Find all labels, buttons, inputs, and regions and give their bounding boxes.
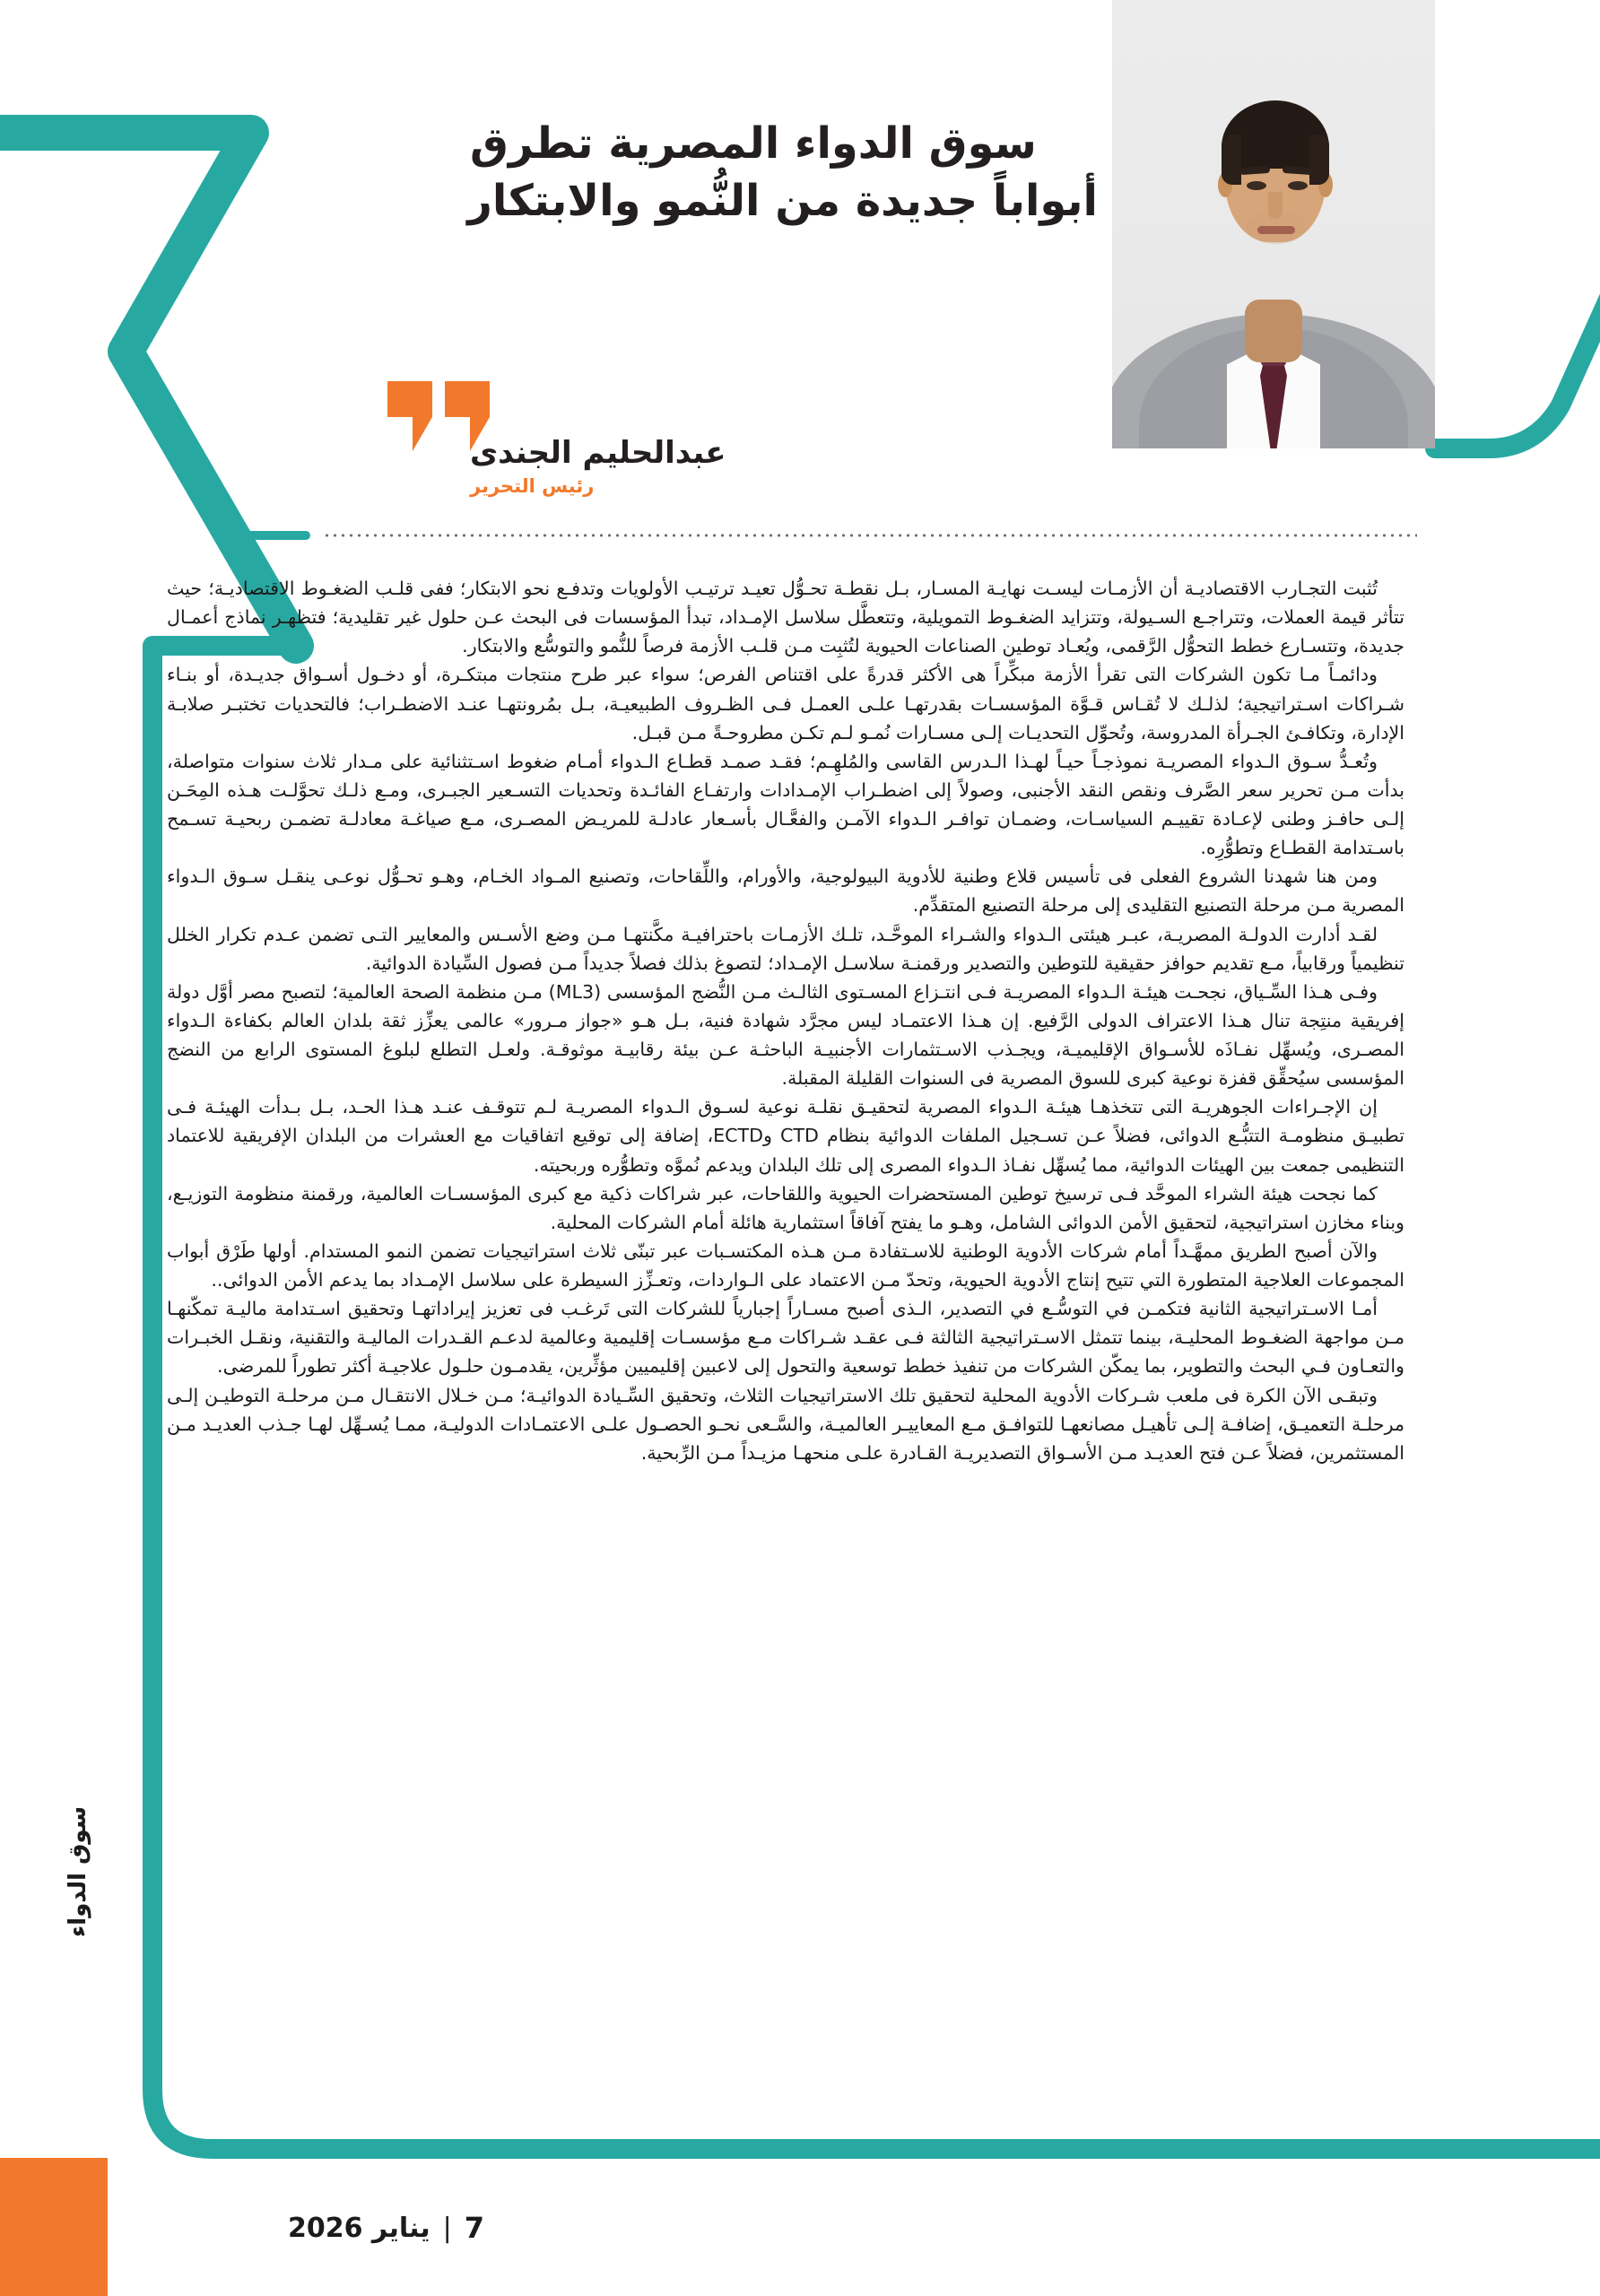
body-paragraph: ودائمـاً مـا تكون الشركات التى تقرأ الأزمة مبكِّراً هى الأكثر قدرةً على اقتناص الفرص؛ سواء عبر طرح منتجات مبتكـرة، أو دخـول أسـواق جديـدة، أو بنـاء شـراكات اسـتراتيجية؛ لذلـك لا تُقـاس قـوَّة المؤسسـات بقدرتهـا علـى العمـل فـى الظـروف الطبيعيـة، بـل بمُرونتهـا عنـد الاضطـراب؛ فالتحديات تختبـر صلابـة الإدارة، وتكافـئ الجـرأة المدروسة، وتُحوِّل التحديـات إلـى مسـارات نُمـو لـم تكـن مطروحـةً مـن قبـل. [167, 664, 1404, 744]
body-paragraph: وتُعـدُّ سـوق الـدواء المصريـة نموذجـاً حيـاً لهـذا الـدرس القاسى والمُلهِـم؛ فقـد صمـد قطـاع الـدواء أمـام ضغوط اسـتثنائية على مـدار ثلاث سنوات متواصلة، بدأت مـن تحرير سعر الصَّرف ونقص النقد الأجنبى، وصولاً إلى اضطـراب الإمـدادات وارتفـاع الفائـدة وتحديات التسـعير الجبـرى، ومـع ذلـك تحوَّلـت هـذه المِحَـن إلـى حافـز وطنى لإعـادة تقييـم السياسـات، وضمـان توافـر الـدواء الآمـن والفعَّـال بأسـعار عادلـة للمريـض المصـرى، مـع صياغـة معادلـة تضمـن ربحيـة تسـمح باسـتدامة القطـاع وتطوُّرِه. [167, 750, 1404, 859]
body-paragraph: تُثبت التجـارب الاقتصاديـة أن الأزمـات ليسـت نهايـة المسـار، بـل نقطـة تحـوُّل تعيـد ترتيـب الأولويات وتدفـع نحو الابتكار؛ ففى قلـب الضغـوط الاقتصاديـة؛ حيث تتأثر قيمة العملات، وتتراجـع السـيولة، وتتزايد الضغـوط التمويلية، وتتعطَّل سلاسل الإمـداد، تبدأ المؤسسات فى البحث عـن حلول غير تقليدية؛ فتظهـر نماذج أعمـال جديدة، وتتسـارع خطط التحوُّل الرَّقمى، ويُعـاد توطين الصناعات الحيوية لتُثبِت مـن قلـب الأزمة فرصاً للنُّمو والتوسُّع والابتكار. [167, 578, 1404, 657]
footer-separator: | [442, 2212, 452, 2244]
footer-orange-block [0, 2158, 108, 2296]
author-portrait-photo [1112, 0, 1435, 448]
section-side-label: سوق الدواء [65, 1805, 91, 1937]
swoosh-decoration [1435, 226, 1600, 448]
divider-dotted-line [323, 534, 1417, 537]
issue-date: يناير 2026 [287, 2212, 430, 2244]
divider-teal-bar [224, 531, 310, 540]
body-paragraph: لقـد أدارت الدولـة المصريـة، عبـر هيئتى الـدواء والشـراء الموحَّـد، تلـك الأزمـات باحترافيـة مكَّنتهـا مـن وضع الأسـس والمعايير التـى تضمن عـدم تكرار الخلل تنظيمياً ورقابياً، مـع تقديم حوافز حقيقية للتوطين والتصدير ورقمنـة سلاسـل الإمـداد؛ لتصوغ بذلك فصلاً جديداً مـن فصول السِّيادة الدوائية. [167, 923, 1404, 974]
headline-line-1: سوق الدواء المصرية تطرق [470, 118, 1037, 169]
body-paragraph: ومن هنا شهدنا الشروع الفعلى فى تأسيس قلاع وطنية للأدوية البيولوجية، والأورام، واللِّقاحات، وتصنيع المـواد الخـام، وهـو تحـوُّل نوعـى ينقـل سـوق الـدواء المصرية مـن مرحلة التصنيع التقليدى إلى مرحلة التصنيع المتقدِّم. [167, 865, 1404, 917]
article-headline [467, 115, 1098, 230]
author-role: رئيس التحرير [470, 475, 595, 498]
chevron-decoration [0, 133, 296, 646]
body-paragraph: وتبقـى الآن الكرة فى ملعب شـركات الأدوية المحلية لتحقيق تلك الاستراتيجيات الثلاث، وتحقيق السِّـيادة الدوائيـة؛ مـن خـلال الانتقـال مـن مرحلـة التوطيـن إلـى مرحلـة التعميـق، إضافـة إلـى تأهيـل مصانعهـا للتوافـق مـع المعاييـر العالميـة، والسَّـعى نحـو الحصـول علـى الاعتمـادات الدوليـة، ممـا يُسـهِّل لهـا جـذب العديـد مـن المستثمرين، فضلاً عـن فتح العديـد مـن الأسـواق التصديريـة القـادرة علـى منحهـا مزيـداً مـن الرِّبحية. [167, 1384, 1404, 1464]
byline-divider [224, 531, 1417, 540]
article-body [167, 574, 1404, 1467]
byline [470, 436, 1098, 499]
body-paragraph: وفـى هـذا السِّـياق، نجحـت هيئـة الـدواء المصريـة فـى انتـزاع المسـتوى الثالـث مـن النُّضج المؤسسى (ML3) مـن منظمة الصحة العالمية؛ لتصبح مصر أوَّل دولة إفريقية منتِجة تنال هـذا الاعتراف الدولى الرَّفيع. إن هـذا الاعتمـاد ليس مجرَّد شهادة فنية، بـل هـو «جواز مـرور» عالمى يعزِّز ثقة بلدان العالم بكفاءة الـدواء المصـرى، ويُسهِّل نفـاذَه للأسـواق الإقليميـة، ويجـذب الاسـتثمارات الأجنبيـة الباحثـة عـن بيئة رقابيـة موثوقـة. ولعـل التطلع لبلوغ المستوى الرابع من النضج المؤسسى سيُحقِّق قفزة نوعية كبرى للسوق المصرية فى السنوات القليلة المقبلة. [167, 980, 1404, 1090]
page-number: 7 [464, 2211, 484, 2245]
body-paragraph: والآن أصبح الطريق ممهَّـداً أمام شركات الأدوية الوطنية للاسـتفادة مـن هـذه المكتسـبات عبر تبنّى ثلاث استراتيجيات تضمن النمو المستدام. أولها طَرْق أبواب المجموعات العلاجية المتطورة التي تتيح إنتاج الأدوية الحيوية، وتحدّ مـن الاعتماد على الـواردات، وتعـزِّز السيطرة على سلاسل الإمـداد بما يدعم الأمن الدوائى.. [167, 1239, 1404, 1291]
headline-line-2: أبواباً جديدة من النُّمو والابتكار [467, 176, 1098, 227]
body-paragraph: أمـا الاسـتراتيجية الثانية فتكمـن في التوسُّـع في التصدير، الـذى أصبح مسـاراً إجبارياً للشركات التى تَرغـب فى تعزيز إيراداتهـا وتحقيق اسـتدامة ماليـة تمكّنهـا مـن مواجهة الضغـوط المحليـة، بينما تتمثل الاسـتراتيجية الثالثة فـى عقـد شـراكات مـع مؤسسـات إقليمية وعالمية لدعـم القـدرات الماليـة والتقنية، ونقـل الخبـرات والتعـاون فـي البحث والتطوير، بما يمكّن الشركات من تنفيذ خطط توسعية والتحول إلى لاعبين إقليميين مؤثِّرين، يقدمـون حلـول علاجيـة أكثر تطوراً للمرضى. [167, 1298, 1404, 1378]
body-paragraph: كما نجحت هيئة الشراء الموحَّد فـى ترسيخ توطين المستحضرات الحيوية واللقاحات، عبر شراكات ذكية مع كبرى المؤسسـات العالمية، ورقمنة منظومة التوزيـع، وبناء مخازن استراتيجية، لتحقيق الأمن الدوائى الشامل، وهـو ما يفتح آفاقاً استثمارية هائلة أمام الشركات المحلية. [167, 1182, 1404, 1233]
footer [108, 2208, 484, 2248]
author-name: عبدالحليم الجندى [470, 435, 726, 471]
body-paragraph: إن الإجـراءات الجوهريـة التى تتخذهـا هيئـة الـدواء المصرية لتحقيـق نقلـة نوعية لسـوق الـدواء المصريـة لـم تتوقـف عنـد هـذا الحـد، بـل بـدأت الهيئـة فـى تطبيـق منظومـة التتبُّـع الدوائى، فضلاً عـن تسـجيل الملفات الدوائية بنظام CTD وECTD، إضافة إلى توقيع اتفاقيات مع العشرات من البلدان الإفريقية للاعتماد التنظيمى جمعت بين الهيئات الدوائية، مما يُسهِّل نفـاذ الـدواء المصرى إلى تلك البلدان ويدعم نُموَّه وتطوُّره وربحيته. [167, 1096, 1405, 1176]
